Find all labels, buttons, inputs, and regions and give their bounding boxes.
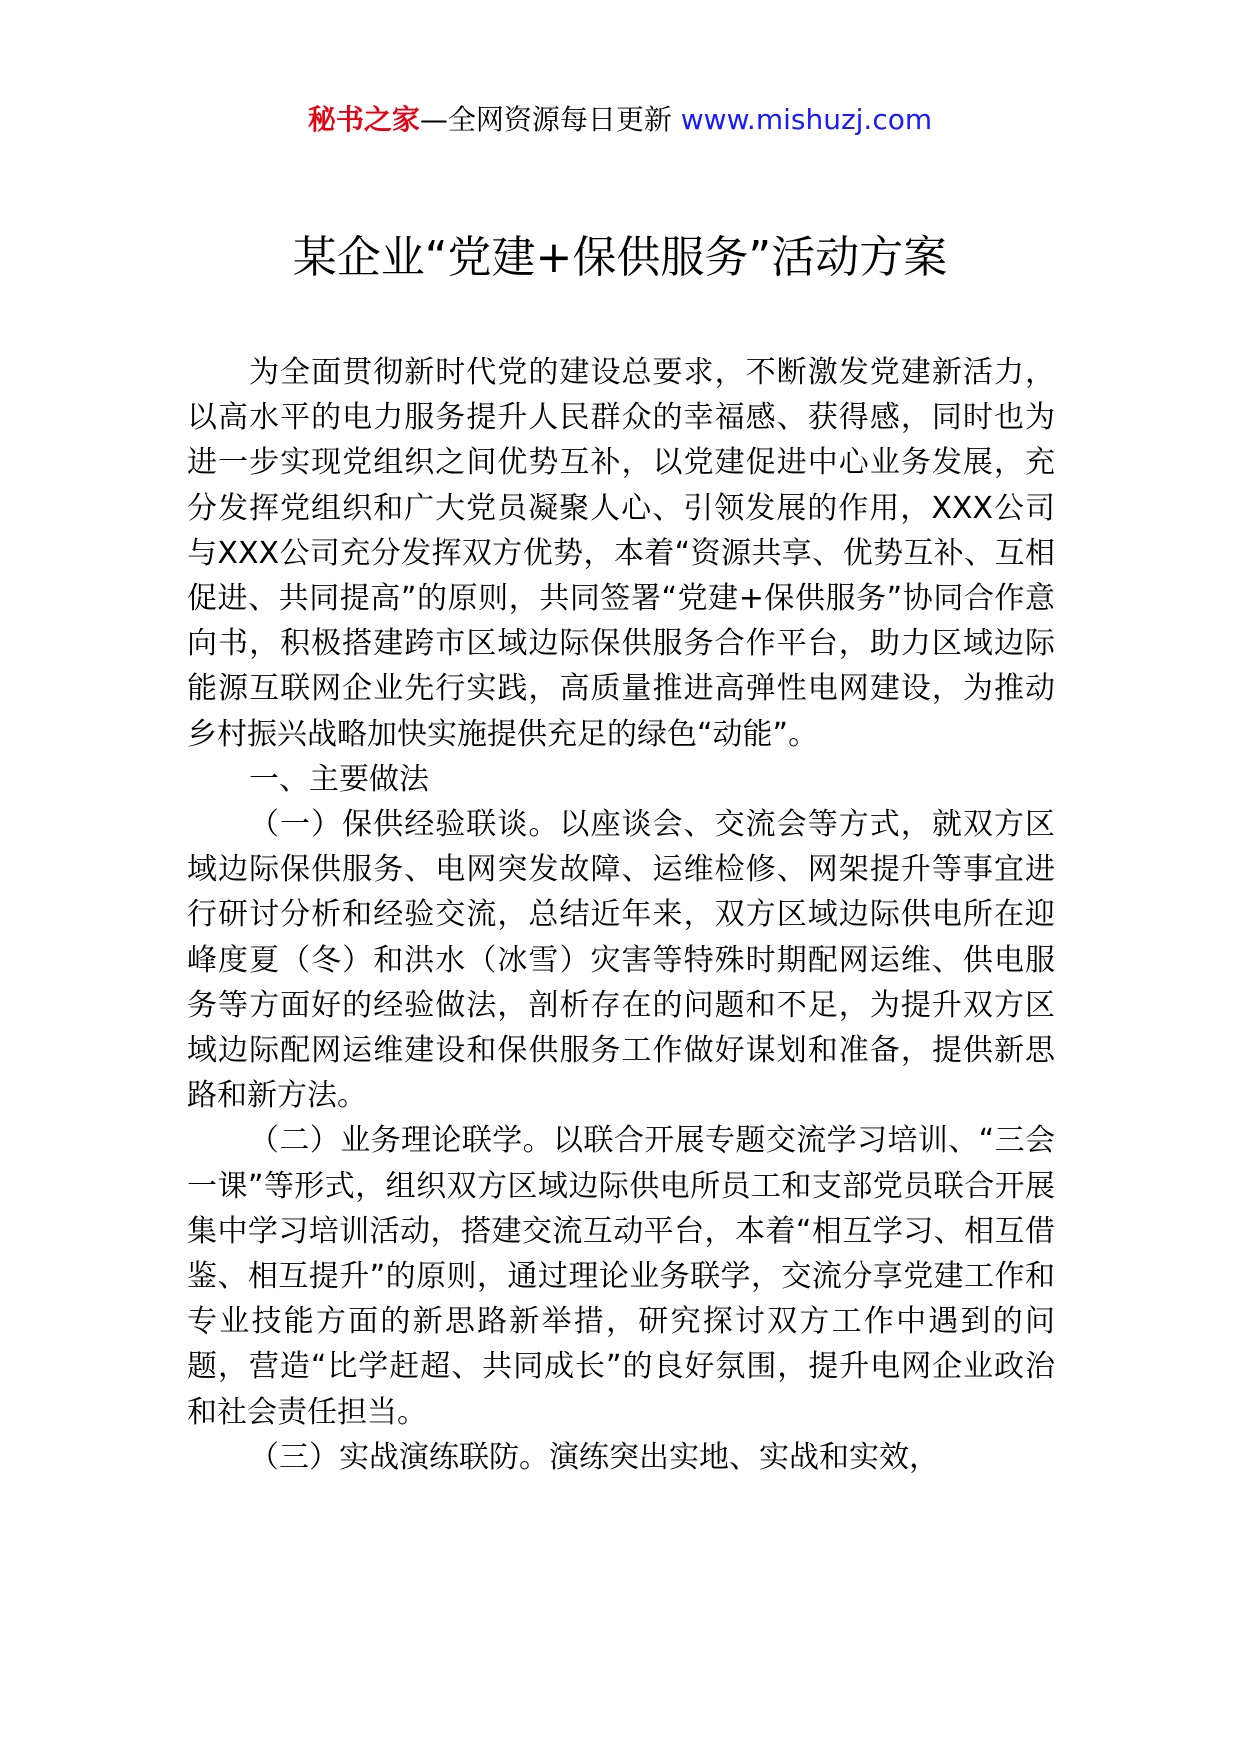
body-paragraph: （二）业务理论联学。以联合开展专题交流学习培训、“三会一课”等形式，组织双方区域边际供电所员工和支部党员联合开展集中学习培训活动，搭建交流互动平台，本着“相互学习、相互借鉴、相互提升”的原则，通过理论业务联学，交流分享党建工作和专业技能方面的新思路新举措，研究探讨双方工作中遇到的问题，营造“比学赶超、共同成长”的良好氛围，提升电网企业政治和社会责任担当。 [187, 1123, 1055, 1430]
document-body [187, 350, 1055, 1480]
site-url-link[interactable]: www.mishuzj.com [680, 103, 933, 136]
intro-paragraph: 为全面贯彻新时代党的建设总要求，不断激发党建新活力，以高水平的电力服务提升人民群众的幸福感、获得感，同时也为进一步实现党组织之间优势互补，以党建促进中心业务发展，充分发挥党组织和广大党员凝聚人心、引领发展的作用，XXX公司与XXX公司充分发挥双方优势，本着“资源共享、优势互补、互相促进、共同提高”的原则，共同签署“党建+保供服务”协同合作意向书，积极搭建跨市区域边际保供服务合作平台，助力区域边际能源互联网企业先行实践，高质量推进高弹性电网建设，为推动乡村振兴战略加快实施提供充足的绿色“动能”。 [187, 355, 1055, 752]
site-header [0, 100, 1240, 140]
body-paragraph: （一）保供经验联谈。以座谈会、交流会等方式，就双方区域边际保供服务、电网突发故障、运维检修、网架提升等事宜进行研讨分析和经验交流，总结近年来，双方区域边际供电所在迎峰度夏（冬）和洪水（冰雪）灾害等特殊时期配网运维、供电服务等方面好的经验做法，剖析存在的问题和不足，为提升双方区域边际配网运维建设和保供服务工作做好谋划和准备，提供新思路和新方法。 [187, 807, 1055, 1114]
site-slogan: —全网资源每日更新 [419, 103, 681, 136]
section-heading: 一、主要做法 [249, 761, 429, 797]
document-title: 某企业“党建+保供服务”活动方案 [292, 232, 948, 283]
body-paragraph: （三）实战演练联防。演练突出实地、实战和实效， [249, 1439, 939, 1475]
site-name: 秘书之家 [307, 103, 420, 136]
